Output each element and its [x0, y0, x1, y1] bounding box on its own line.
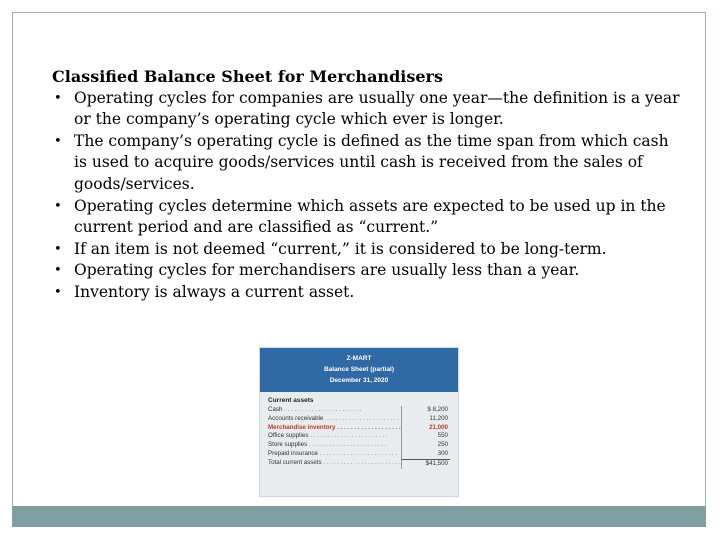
balance-sheet-header [260, 348, 458, 392]
bullet-icon: • [54, 284, 62, 300]
bullet-item [52, 131, 682, 196]
bullet-icon: • [54, 198, 62, 214]
sheet-row-total-current-assets [268, 459, 450, 469]
row-label: Office supplies . . . [268, 432, 401, 441]
sheet-row-merchandise-inventory [268, 424, 450, 433]
bullet-item [52, 88, 682, 131]
row-label: Cash . . . [268, 406, 401, 415]
row-value: 11,200 [401, 415, 450, 424]
balance-sheet-figure [260, 348, 458, 496]
bullet-text: If an item is not deemed “current,” it is considered to be long-term. [74, 239, 607, 258]
bullet-icon: • [54, 241, 62, 257]
slide-title: Classified Balance Sheet for Merchandisers [52, 67, 443, 86]
row-label: Merchandise inventory . . . [268, 424, 401, 433]
bullet-text: The company’s operating cycle is defined as the time span from which cash is used to acquire goods/services until cash is received from the sales of goods/services. [74, 131, 669, 193]
row-value: $41,500 [401, 459, 450, 469]
balance-sheet-body [260, 392, 458, 496]
row-value: 550 [401, 432, 450, 441]
bullet-item [52, 239, 682, 261]
bullet-icon: • [54, 133, 62, 149]
bullet-item [52, 282, 682, 304]
bullet-text: Operating cycles for merchandisers are usually less than a year. [74, 261, 580, 280]
bullet-list [52, 88, 682, 304]
sheet-row-cash [268, 406, 450, 415]
section-label: Current assets [268, 397, 314, 404]
sheet-row-prepaid-insurance [268, 450, 450, 459]
company-name: Z-MART [346, 355, 372, 362]
row-label: Total current assets . . . [268, 459, 401, 469]
sheet-row-store-supplies [268, 441, 450, 450]
bullet-item [52, 260, 682, 282]
bullet-item [52, 196, 682, 239]
row-value: 21,000 [401, 424, 450, 433]
footer-bar [12, 506, 706, 527]
row-label: Store supplies . . . [268, 441, 401, 450]
bullet-icon: • [54, 263, 62, 279]
row-value: 250 [401, 441, 450, 450]
row-label: Accounts receivable . . . [268, 415, 401, 424]
bullet-text: Operating cycles for companies are usually one year—the definition is a year or the company’s operating cycle which ever is longer. [74, 88, 680, 129]
bullet-icon: • [54, 90, 62, 106]
sheet-row-office-supplies [268, 432, 450, 441]
slide-content [52, 66, 682, 304]
sheet-subtitle: Balance Sheet (partial) [323, 366, 395, 373]
sheet-row-accounts-receivable [268, 415, 450, 424]
row-value: $ 8,200 [401, 406, 450, 415]
sheet-date: December 31, 2020 [329, 377, 389, 384]
bullet-text: Inventory is always a current asset. [74, 282, 355, 301]
row-value: 300 [401, 450, 450, 459]
row-label: Prepaid insurance . . . [268, 450, 401, 459]
bullet-text: Operating cycles determine which assets are expected to be used up in the current period and are classified as “current.” [74, 196, 666, 237]
